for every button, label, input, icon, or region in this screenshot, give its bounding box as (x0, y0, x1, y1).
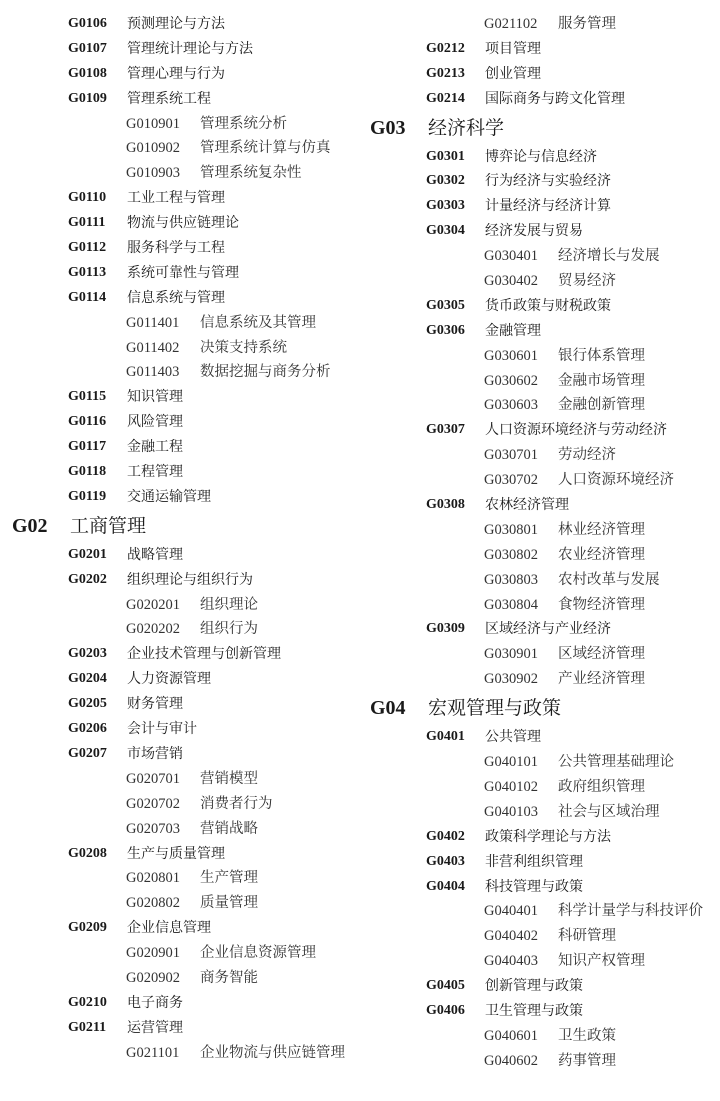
section-heading (370, 692, 715, 725)
section-heading (12, 510, 364, 543)
discipline-name: 管理系统工程 (127, 90, 211, 107)
classification-code: G010903 (126, 165, 180, 182)
discipline-name: 博弈论与信息经济 (485, 148, 597, 165)
classification-code: G030901 (484, 646, 538, 663)
classification-code: G0112 (68, 240, 107, 256)
category-row (12, 186, 364, 211)
discipline-name: 科学计量学与科技评价 (558, 903, 703, 920)
discipline-name: 产业经济管理 (558, 671, 645, 688)
category-row (12, 568, 364, 593)
discipline-name: 金融创新管理 (558, 397, 645, 414)
classification-code: G030603 (484, 397, 538, 414)
classification-code: G0405 (426, 978, 465, 994)
discipline-name: 数据挖掘与商务分析 (200, 364, 331, 381)
classification-code: G0115 (68, 389, 107, 405)
discipline-name: 管理统计理论与方法 (127, 40, 253, 57)
category-row (370, 319, 715, 344)
classification-code: G020202 (126, 621, 180, 638)
subcategory-row (12, 161, 364, 186)
subcategory-row (370, 393, 715, 418)
classification-code: G0106 (68, 16, 107, 31)
classification-code: G020902 (126, 969, 180, 986)
category-row (12, 842, 364, 867)
classification-code: G0202 (68, 571, 107, 587)
category-row (370, 493, 715, 518)
category-row (12, 261, 364, 286)
discipline-name: 药事管理 (558, 1052, 616, 1069)
subcategory-row (12, 1041, 364, 1066)
classification-code: G040101 (484, 754, 538, 771)
classification-code: G0204 (68, 671, 107, 687)
classification-code: G0305 (426, 297, 465, 313)
classification-code: G0206 (68, 721, 107, 737)
subcategory-row (370, 1024, 715, 1049)
discipline-name: 公共管理 (485, 729, 541, 746)
classification-code: G0118 (68, 464, 107, 480)
discipline-name: 战略管理 (127, 546, 183, 563)
category-row (12, 12, 364, 37)
discipline-name: 人口资源环境经济 (558, 472, 674, 489)
discipline-name: 财务管理 (127, 696, 183, 713)
category-row (370, 169, 715, 194)
discipline-name: 公共管理基础理论 (558, 754, 674, 771)
discipline-name: 工程管理 (127, 464, 183, 481)
discipline-name: 企业技术管理与创新管理 (127, 646, 281, 663)
discipline-name: 劳动经济 (558, 447, 616, 464)
subcategory-row (370, 899, 715, 924)
category-row (12, 62, 364, 87)
category-row (12, 991, 364, 1016)
subcategory-row (12, 767, 364, 792)
discipline-name: 会计与审计 (127, 721, 197, 738)
right-column (370, 12, 715, 1074)
classification-code: G020702 (126, 795, 180, 812)
classification-code: G030804 (484, 596, 538, 613)
discipline-name: 经济发展与贸易 (485, 223, 583, 240)
discipline-name: 金融工程 (127, 439, 183, 456)
discipline-name: 决策支持系统 (200, 339, 287, 356)
subcategory-row (370, 369, 715, 394)
discipline-name: 科技管理与政策 (485, 878, 583, 895)
subcategory-row (370, 1049, 715, 1074)
category-row (12, 385, 364, 410)
classification-code: G0108 (68, 65, 107, 81)
discipline-name: 组织行为 (200, 621, 258, 638)
subcategory-row (12, 336, 364, 361)
classification-code: G0111 (68, 215, 106, 231)
left-column (12, 12, 364, 1066)
classification-code: G040402 (484, 928, 538, 945)
discipline-name: 系统可靠性与管理 (127, 264, 239, 281)
classification-code: G030803 (484, 571, 538, 588)
classification-code: G040602 (484, 1052, 538, 1069)
discipline-name: 组织理论与组织行为 (127, 571, 253, 588)
category-row (370, 418, 715, 443)
classification-code: G040103 (484, 803, 538, 820)
category-row (12, 435, 364, 460)
subcategory-row (370, 443, 715, 468)
classification-code: G0110 (68, 190, 107, 206)
discipline-name: 组织理论 (200, 596, 258, 613)
discipline-name: 营销模型 (200, 770, 258, 787)
section-heading (370, 112, 715, 145)
category-row (12, 916, 364, 941)
discipline-name: 企业信息资源管理 (200, 945, 316, 962)
subcategory-row (12, 817, 364, 842)
discipline-name: 风险管理 (127, 414, 183, 431)
classification-code: G0109 (68, 90, 107, 106)
discipline-name: 食物经济管理 (558, 596, 645, 613)
subcategory-row (12, 112, 364, 137)
subcategory-row (12, 593, 364, 618)
classification-code: G040401 (484, 903, 538, 920)
category-row (370, 87, 715, 112)
subcategory-row (370, 642, 715, 667)
classification-code: G0203 (68, 646, 107, 662)
subcategory-row (12, 866, 364, 891)
classification-code: G020801 (126, 870, 180, 887)
classification-code: G0207 (68, 745, 107, 761)
classification-code: G0402 (426, 828, 465, 844)
subcategory-row (370, 543, 715, 568)
classification-code: G0401 (426, 729, 465, 745)
classification-code: G0212 (426, 40, 465, 56)
subcategory-row (12, 617, 364, 642)
classification-code: G0304 (426, 223, 465, 239)
classification-code: G011403 (126, 364, 180, 381)
category-row (370, 219, 715, 244)
classification-code: G021101 (126, 1044, 180, 1061)
subcategory-row (370, 949, 715, 974)
discipline-name: 企业物流与供应链管理 (200, 1044, 345, 1061)
classification-code: G0211 (68, 1019, 107, 1035)
classification-code: G030602 (484, 372, 538, 389)
discipline-name: 行为经济与实验经济 (485, 173, 611, 190)
classification-code: G0119 (68, 488, 107, 504)
discipline-name: 经济科学 (428, 116, 505, 139)
subcategory-row (12, 941, 364, 966)
subcategory-row (370, 593, 715, 618)
subcategory-row (370, 750, 715, 775)
category-row (370, 850, 715, 875)
discipline-name: 管理系统计算与仿真 (200, 140, 331, 157)
subcategory-row (370, 568, 715, 593)
discipline-name: 宏观管理与政策 (428, 697, 562, 720)
classification-code: G011402 (126, 339, 180, 356)
subcategory-row (370, 344, 715, 369)
discipline-name: 服务科学与工程 (127, 240, 225, 257)
subcategory-row (12, 891, 364, 916)
discipline-name: 物流与供应链理论 (127, 215, 239, 232)
subcategory-row (370, 269, 715, 294)
classification-code: G0306 (426, 322, 465, 338)
discipline-name: 社会与区域治理 (558, 803, 660, 820)
classification-code: G030601 (484, 347, 538, 364)
discipline-name: 区域经济与产业经济 (485, 621, 611, 638)
discipline-name: 消费者行为 (200, 795, 273, 812)
classification-code: G011401 (126, 314, 180, 331)
classification-code: G040403 (484, 953, 538, 970)
discipline-name: 经济增长与发展 (558, 248, 660, 265)
classification-code: G0303 (426, 198, 465, 214)
classification-code: G030802 (484, 546, 538, 563)
category-row (370, 999, 715, 1024)
classification-code: G0210 (68, 994, 107, 1010)
subcategory-row (370, 924, 715, 949)
category-row (370, 974, 715, 999)
classification-code: G0301 (426, 148, 465, 164)
classification-code: G04 (370, 697, 406, 720)
discipline-name: 管理系统分析 (200, 115, 287, 132)
classification-code: G040601 (484, 1027, 538, 1044)
discipline-name: 计量经济与经济计算 (485, 198, 611, 215)
classification-code: G030701 (484, 447, 538, 464)
discipline-name: 知识管理 (127, 389, 183, 406)
discipline-name: 非营利组织管理 (485, 853, 583, 870)
subcategory-row (370, 518, 715, 543)
classification-code: G0201 (68, 546, 107, 562)
category-row (12, 1016, 364, 1041)
subcategory-row (370, 12, 715, 37)
classification-code: G021102 (484, 16, 538, 32)
classification-code: G0214 (426, 90, 465, 106)
classification-code: G020703 (126, 820, 180, 837)
discipline-name: 预测理论与方法 (127, 16, 225, 32)
discipline-name: 农村改革与发展 (558, 571, 660, 588)
discipline-name: 信息系统及其管理 (200, 314, 316, 331)
subcategory-row (370, 800, 715, 825)
discipline-name: 政策科学理论与方法 (485, 828, 611, 845)
discipline-name: 工业工程与管理 (127, 190, 225, 207)
classification-code: G0403 (426, 853, 465, 869)
classification-code: G03 (370, 116, 406, 139)
subcategory-row (370, 244, 715, 269)
discipline-name: 卫生政策 (558, 1027, 616, 1044)
classification-code: G0308 (426, 497, 465, 513)
discipline-name: 人力资源管理 (127, 671, 211, 688)
category-row (370, 875, 715, 900)
classification-code: G0117 (68, 439, 107, 455)
discipline-name: 林业经济管理 (558, 521, 645, 538)
discipline-name: 工商管理 (70, 514, 147, 537)
subcategory-row (370, 667, 715, 692)
classification-code: G020201 (126, 596, 180, 613)
classification-code: G030902 (484, 671, 538, 688)
discipline-name: 知识产权管理 (558, 953, 645, 970)
category-row (12, 667, 364, 692)
category-row (12, 485, 364, 510)
classification-code: G0116 (68, 414, 107, 430)
discipline-name: 管理系统复杂性 (200, 165, 302, 182)
category-row (370, 194, 715, 219)
category-row (12, 543, 364, 568)
discipline-name: 科研管理 (558, 928, 616, 945)
classification-code: G0406 (426, 1002, 465, 1018)
discipline-name: 金融市场管理 (558, 372, 645, 389)
classification-code: G0309 (426, 621, 465, 637)
discipline-name: 政府组织管理 (558, 778, 645, 795)
discipline-name: 创业管理 (485, 65, 541, 82)
classification-code: G0113 (68, 264, 107, 280)
classification-code: G010901 (126, 115, 180, 132)
classification-code: G0307 (426, 422, 465, 438)
category-row (12, 37, 364, 62)
classification-code: G0205 (68, 696, 107, 712)
classification-code: G010902 (126, 140, 180, 157)
classification-code: G040102 (484, 778, 538, 795)
discipline-name: 信息系统与管理 (127, 289, 225, 306)
discipline-name: 农林经济管理 (485, 497, 569, 514)
discipline-name: 电子商务 (127, 994, 183, 1011)
classification-code: G0209 (68, 920, 107, 936)
discipline-name: 国际商务与跨文化管理 (485, 90, 625, 107)
discipline-name: 农业经济管理 (558, 546, 645, 563)
category-row (370, 294, 715, 319)
category-row (370, 617, 715, 642)
category-row (370, 62, 715, 87)
category-row (370, 37, 715, 62)
discipline-name: 贸易经济 (558, 273, 616, 290)
classification-code: G0107 (68, 40, 107, 56)
category-row (12, 460, 364, 485)
category-row (370, 725, 715, 750)
discipline-name: 运营管理 (127, 1019, 183, 1036)
subcategory-row (12, 966, 364, 991)
classification-code: G0114 (68, 289, 107, 305)
discipline-name: 生产与质量管理 (127, 845, 225, 862)
classification-code: G030401 (484, 248, 538, 265)
classification-code: G030402 (484, 273, 538, 290)
category-row (12, 692, 364, 717)
classification-code: G030801 (484, 521, 538, 538)
discipline-name: 项目管理 (485, 40, 541, 57)
discipline-name: 企业信息管理 (127, 920, 211, 937)
category-row (12, 236, 364, 261)
discipline-name: 管理心理与行为 (127, 65, 225, 82)
classification-code: G02 (12, 514, 48, 537)
category-row (12, 211, 364, 236)
discipline-name: 创新管理与政策 (485, 978, 583, 995)
discipline-name: 货币政策与财税政策 (485, 297, 611, 314)
category-row (12, 642, 364, 667)
subcategory-row (12, 792, 364, 817)
discipline-name: 交通运输管理 (127, 488, 211, 505)
discipline-name: 市场营销 (127, 745, 183, 762)
subcategory-row (370, 775, 715, 800)
classification-code: G0213 (426, 65, 465, 81)
discipline-name: 人口资源环境经济与劳动经济 (485, 422, 667, 439)
category-row (12, 742, 364, 767)
subcategory-row (12, 360, 364, 385)
subcategory-row (12, 136, 364, 161)
classification-code: G0302 (426, 173, 465, 189)
discipline-name: 卫生管理与政策 (485, 1002, 583, 1019)
subcategory-row (12, 311, 364, 336)
discipline-name: 商务智能 (200, 969, 258, 986)
discipline-name: 银行体系管理 (558, 347, 645, 364)
category-row (12, 286, 364, 311)
classification-code: G030702 (484, 472, 538, 489)
classification-code: G0208 (68, 845, 107, 861)
classification-code: G020701 (126, 770, 180, 787)
classification-code: G020901 (126, 945, 180, 962)
discipline-name: 营销战略 (200, 820, 258, 837)
category-row (12, 87, 364, 112)
category-row (370, 145, 715, 170)
discipline-name: 生产管理 (200, 870, 258, 887)
discipline-name: 质量管理 (200, 895, 258, 912)
classification-code: G020802 (126, 895, 180, 912)
category-row (12, 410, 364, 435)
discipline-name: 服务管理 (558, 16, 616, 32)
category-row (12, 717, 364, 742)
category-row (370, 825, 715, 850)
discipline-name: 区域经济管理 (558, 646, 645, 663)
discipline-name: 金融管理 (485, 322, 541, 339)
subcategory-row (370, 468, 715, 493)
classification-code: G0404 (426, 878, 465, 894)
